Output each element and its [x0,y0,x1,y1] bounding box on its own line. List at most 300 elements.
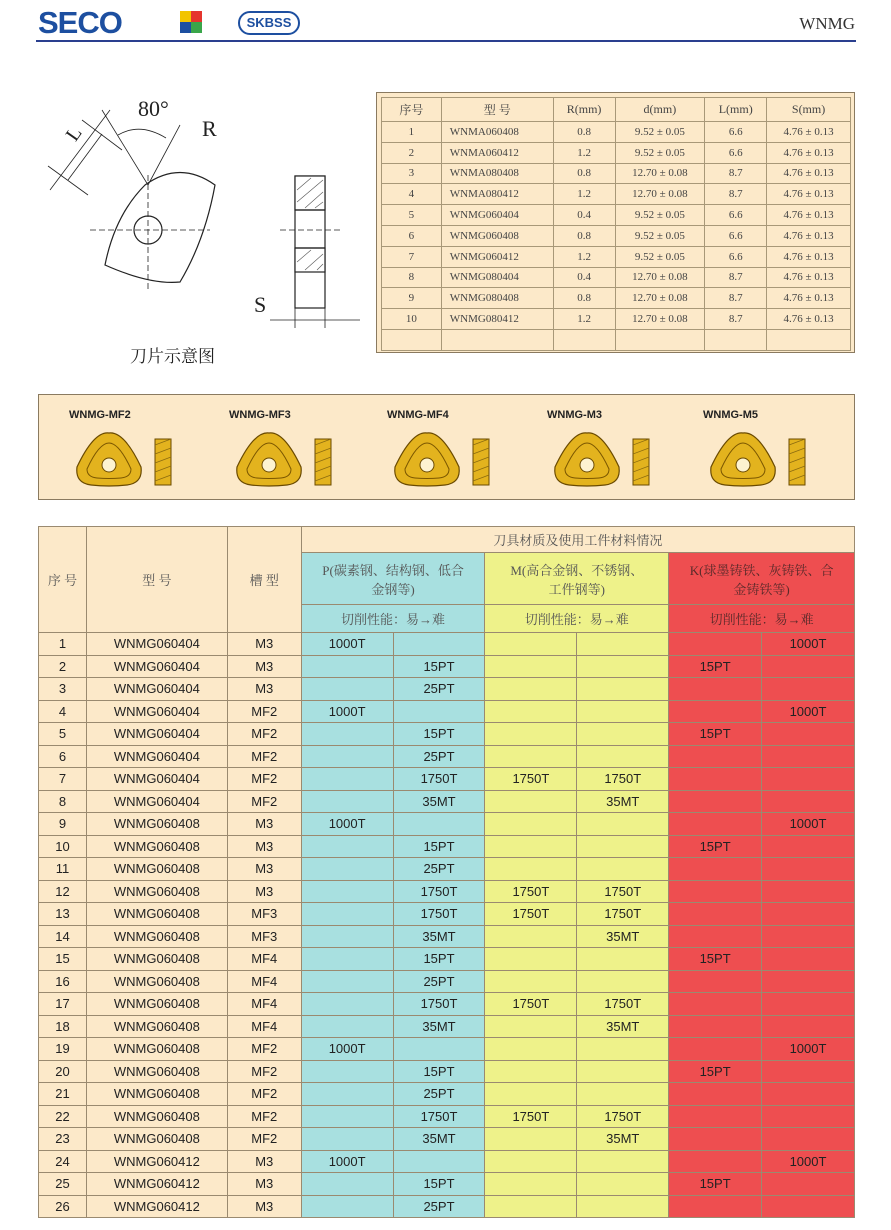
grade-p1-cell [301,1173,393,1196]
insert-item [547,405,697,495]
grade-m1-cell [485,655,577,678]
grade-p1-cell [301,745,393,768]
insert-item [69,405,219,495]
grade-group-title: 刀具材质及使用工件材料情况 [301,527,854,553]
grade-k1-cell [669,700,762,723]
spec-cell: 5 [382,205,442,226]
grade-p1-cell [301,1060,393,1083]
spec-cell: 0.4 [553,267,615,288]
spec-table [381,97,851,351]
groove-cell: MF3 [227,903,301,926]
grade-p1-cell [301,768,393,791]
spec-cell: WNMA080408 [441,163,553,184]
table-row [39,1195,855,1218]
grade-k2-cell [762,1060,855,1083]
spec-cell: 4.76 ± 0.13 [767,122,851,143]
page-code: WNMG [799,14,855,33]
insert-icon [69,425,199,495]
grade-m1-cell [485,858,577,881]
model-cell: WNMG060408 [86,858,227,881]
row-number: 24 [39,1150,87,1173]
table-row [39,880,855,903]
grade-m2-cell [577,858,669,881]
spec-cell: 12.70 ± 0.08 [615,309,705,330]
group-p-cut-label: 切削性能：易→难 [301,605,485,633]
grade-m2-cell [577,1195,669,1218]
spec-cell [553,329,615,350]
grade-k2-cell [762,790,855,813]
grade-m2-cell [577,813,669,836]
grade-m1-cell [485,948,577,971]
grade-k2-cell: 1000T [762,633,855,656]
insert-label: WNMG-M3 [547,409,602,421]
grade-m2-cell: 1750T [577,1105,669,1128]
spec-cell: 4.76 ± 0.13 [767,142,851,163]
grade-k2-cell [762,1105,855,1128]
table-row [39,1105,855,1128]
grade-m2-cell [577,1083,669,1106]
grade-k1-cell [669,1150,762,1173]
grade-k2-cell [762,745,855,768]
spec-cell [441,329,553,350]
row-number: 1 [39,633,87,656]
table-row [39,633,855,656]
grade-p2-cell: 25PT [393,678,485,701]
grade-m1-cell [485,745,577,768]
spec-cell: 0.8 [553,288,615,309]
grade-p1-cell: 1000T [301,633,393,656]
grade-m1-cell [485,678,577,701]
grade-p1-cell [301,835,393,858]
grade-m2-cell: 1750T [577,993,669,1016]
groove-cell: M3 [227,835,301,858]
grade-k1-cell [669,1128,762,1151]
grade-k1-cell [669,813,762,836]
grade-m2-cell: 35MT [577,790,669,813]
model-cell: WNMG060408 [86,1128,227,1151]
grade-m2-cell [577,970,669,993]
model-cell: WNMG060408 [86,880,227,903]
insert-icon [387,425,517,495]
grade-k1-cell [669,1105,762,1128]
grade-m2-cell [577,700,669,723]
grade-k2-cell [762,880,855,903]
grade-k2-cell [762,768,855,791]
spec-cell: 8.7 [705,309,767,330]
spec-cell: 12.70 ± 0.08 [615,184,705,205]
grade-m2-cell [577,835,669,858]
grade-p1-cell [301,1083,393,1106]
grade-m2-cell [577,1038,669,1061]
groove-cell: M3 [227,1195,301,1218]
spec-cell: WNMA060412 [441,142,553,163]
row-number: 13 [39,903,87,926]
grade-k1-cell [669,1038,762,1061]
spec-cell: WNMG080408 [441,288,553,309]
grade-m1-cell [485,1060,577,1083]
spec-cell: WNMG060408 [441,225,553,246]
grade-p2-cell: 35MT [393,790,485,813]
grade-k2-cell [762,993,855,1016]
grade-p2-cell [393,813,485,836]
grade-m1-cell: 1750T [485,993,577,1016]
spec-cell: 4.76 ± 0.13 [767,163,851,184]
grade-k1-cell [669,1015,762,1038]
grade-p2-cell: 35MT [393,925,485,948]
table-row [39,655,855,678]
grade-m2-cell: 1750T [577,768,669,791]
model-cell: WNMG060408 [86,1015,227,1038]
group-k-cut-label: 切削性能：易→难 [669,605,855,633]
spec-cell: 4.76 ± 0.13 [767,205,851,226]
model-cell: WNMG060404 [86,723,227,746]
insert-label: WNMG-M5 [703,409,758,421]
row-number: 10 [39,835,87,858]
spec-col-d: d(mm) [615,98,705,122]
row-number: 11 [39,858,87,881]
spec-cell: 1.2 [553,309,615,330]
model-cell: WNMG060408 [86,993,227,1016]
grade-p1-cell [301,1128,393,1151]
spec-cell: 0.8 [553,122,615,143]
table-row [382,309,851,330]
grade-p2-cell: 15PT [393,948,485,971]
model-cell: WNMG060408 [86,903,227,926]
grade-m2-cell: 35MT [577,1015,669,1038]
spec-cell [615,329,705,350]
spec-col-l: L(mm) [705,98,767,122]
grade-k2-cell [762,1173,855,1196]
spec-cell: 4 [382,184,442,205]
spec-table-panel [376,92,855,353]
table-row [39,993,855,1016]
row-number: 23 [39,1128,87,1151]
grade-k1-cell: 15PT [669,655,762,678]
grade-k2-cell [762,1015,855,1038]
spec-cell [705,329,767,350]
grade-p2-cell [393,700,485,723]
groove-cell: MF2 [227,745,301,768]
seco-logo: SECO [38,5,122,40]
model-cell: WNMG060408 [86,948,227,971]
s-label: S [254,292,267,317]
spec-cell: 8 [382,267,442,288]
spec-cell: 8.7 [705,288,767,309]
insert-diagram [30,90,370,370]
model-cell: WNMG060404 [86,768,227,791]
row-number: 19 [39,1038,87,1061]
grade-p1-cell [301,1195,393,1218]
model-cell: WNMG060408 [86,925,227,948]
spec-cell: 6.6 [705,225,767,246]
grade-m2-cell [577,1150,669,1173]
spec-cell: 9.52 ± 0.05 [615,122,705,143]
spec-cell: 6.6 [705,122,767,143]
grade-k1-cell: 15PT [669,723,762,746]
groove-cell: M3 [227,678,301,701]
groove-cell: MF2 [227,1083,301,1106]
grade-p2-cell [393,1038,485,1061]
grade-m1-cell: 1750T [485,903,577,926]
grade-m2-cell [577,633,669,656]
group-m-cut-label: 切削性能：易→难 [485,605,669,633]
group-k-header: K(球墨铸铁、灰铸铁、合金铸铁等) [669,553,855,605]
groove-cell: M3 [227,1150,301,1173]
table-row [39,723,855,746]
seco-flag-icon [180,11,202,33]
spec-cell: 9.52 ± 0.05 [615,205,705,226]
insert-icon [703,425,833,495]
model-cell: WNMG060404 [86,745,227,768]
spec-table-header [382,98,851,122]
grade-m1-cell: 1750T [485,768,577,791]
grade-col-model: 型 号 [86,527,227,633]
grade-p2-cell: 1750T [393,903,485,926]
grade-k2-cell [762,903,855,926]
row-number: 25 [39,1173,87,1196]
spec-cell: 9.52 ± 0.05 [615,142,705,163]
table-row [39,790,855,813]
spec-cell: 6.6 [705,205,767,226]
table-row [39,925,855,948]
groove-cell: M3 [227,1173,301,1196]
spec-col-s: S(mm) [767,98,851,122]
spec-cell: 0.8 [553,225,615,246]
table-row [39,745,855,768]
spec-cell: 0.8 [553,163,615,184]
model-cell: WNMG060408 [86,813,227,836]
table-row [39,1060,855,1083]
groove-cell: M3 [227,655,301,678]
diagram-caption: 刀片示意图 [130,347,215,367]
table-row [382,267,851,288]
grade-p1-cell [301,655,393,678]
table-row [39,1038,855,1061]
grade-m1-cell [485,925,577,948]
spec-cell: 2 [382,142,442,163]
groove-cell: MF4 [227,993,301,1016]
row-number: 15 [39,948,87,971]
spec-cell: 4.76 ± 0.13 [767,246,851,267]
grade-k2-cell [762,1195,855,1218]
row-number: 6 [39,745,87,768]
model-cell: WNMG060404 [86,655,227,678]
grade-k2-cell: 1000T [762,1150,855,1173]
row-number: 17 [39,993,87,1016]
row-number: 9 [39,813,87,836]
spec-cell: 6.6 [705,246,767,267]
grade-k2-cell [762,948,855,971]
grade-k1-cell [669,970,762,993]
grade-k1-cell [669,745,762,768]
grade-p1-cell [301,970,393,993]
grade-p2-cell: 25PT [393,745,485,768]
group-p-header: P(碳素钢、结构钢、低合金钢等) [301,553,485,605]
grade-p1-cell [301,880,393,903]
grade-p2-cell: 35MT [393,1128,485,1151]
grade-k2-cell [762,925,855,948]
spec-cell: 9.52 ± 0.05 [615,225,705,246]
insert-item [703,405,853,495]
insert-label: WNMG-MF3 [229,409,291,421]
grade-m2-cell: 35MT [577,925,669,948]
grade-k1-cell [669,633,762,656]
spec-cell: 4.76 ± 0.13 [767,267,851,288]
grade-p1-cell: 1000T [301,1038,393,1061]
grade-m1-cell [485,1173,577,1196]
model-cell: WNMG060404 [86,700,227,723]
row-number: 16 [39,970,87,993]
table-row [382,225,851,246]
header-divider [36,40,856,42]
model-cell: WNMG060404 [86,678,227,701]
row-number: 26 [39,1195,87,1218]
table-row [39,678,855,701]
row-number: 5 [39,723,87,746]
spec-cell: 4.76 ± 0.13 [767,184,851,205]
insert-gallery [38,394,855,500]
spec-col-model: 型 号 [441,98,553,122]
row-number: 21 [39,1083,87,1106]
grade-p1-cell [301,723,393,746]
grade-m2-cell [577,948,669,971]
grade-p2-cell: 1750T [393,880,485,903]
model-cell: WNMG060412 [86,1195,227,1218]
spec-cell: 3 [382,163,442,184]
spec-cell: 12.70 ± 0.08 [615,288,705,309]
spec-cell: 1.2 [553,142,615,163]
groove-cell: MF4 [227,970,301,993]
spec-cell: 10 [382,309,442,330]
table-row-empty [382,329,851,350]
grade-p2-cell: 25PT [393,1195,485,1218]
grade-k1-cell [669,1195,762,1218]
grade-m2-cell: 1750T [577,880,669,903]
model-cell: WNMG060404 [86,633,227,656]
spec-cell: WNMG080404 [441,267,553,288]
spec-cell: 0.4 [553,205,615,226]
table-row [39,970,855,993]
spec-cell: 1.2 [553,184,615,205]
table-row [39,948,855,971]
grade-k1-cell [669,1083,762,1106]
grade-k2-cell [762,655,855,678]
row-number: 12 [39,880,87,903]
grade-m2-cell: 35MT [577,1128,669,1151]
spec-cell: 1.2 [553,246,615,267]
grade-k2-cell [762,723,855,746]
spec-cell: WNMG060412 [441,246,553,267]
insert-icon [547,425,677,495]
spec-cell [382,329,442,350]
table-row [39,835,855,858]
angle-label: 80° [138,96,169,121]
table-row [382,288,851,309]
grade-k1-cell: 15PT [669,948,762,971]
spec-cell: 7 [382,246,442,267]
grade-table [38,526,855,1218]
grade-p1-cell [301,678,393,701]
group-m-header: M(高合金钢、不锈钢、工件钢等) [485,553,669,605]
groove-cell: MF2 [227,1105,301,1128]
grade-p2-cell: 1750T [393,993,485,1016]
table-row [39,903,855,926]
grade-m1-cell [485,970,577,993]
grade-p2-cell: 15PT [393,1060,485,1083]
grade-k2-cell: 1000T [762,700,855,723]
grade-m2-cell [577,723,669,746]
grade-k1-cell: 15PT [669,1173,762,1196]
groove-cell: M3 [227,858,301,881]
model-cell: WNMG060408 [86,1038,227,1061]
table-row [39,813,855,836]
grade-m1-cell: 1750T [485,1105,577,1128]
groove-cell: M3 [227,633,301,656]
grade-p2-cell: 15PT [393,1173,485,1196]
grade-m2-cell [577,678,669,701]
spec-cell: 6 [382,225,442,246]
table-row [39,1083,855,1106]
table-row [382,205,851,226]
grade-k2-cell [762,678,855,701]
grade-k2-cell: 1000T [762,1038,855,1061]
row-number: 3 [39,678,87,701]
grade-p1-cell [301,903,393,926]
page-header [0,0,891,42]
table-row [39,858,855,881]
grade-k1-cell: 15PT [669,1060,762,1083]
grade-k1-cell [669,768,762,791]
insert-item [229,405,379,495]
spec-cell: 12.70 ± 0.08 [615,267,705,288]
groove-cell: M3 [227,813,301,836]
grade-k1-cell [669,858,762,881]
grade-p2-cell: 25PT [393,1083,485,1106]
insert-icon [229,425,359,495]
insert-label: WNMG-MF4 [387,409,449,421]
groove-cell: MF2 [227,768,301,791]
grade-k2-cell [762,1083,855,1106]
grade-p2-cell: 25PT [393,858,485,881]
model-cell: WNMG060408 [86,835,227,858]
grade-p1-cell [301,1015,393,1038]
row-number: 20 [39,1060,87,1083]
grade-k2-cell [762,970,855,993]
spec-cell: 1 [382,122,442,143]
spec-cell: 6.6 [705,142,767,163]
table-row [39,1128,855,1151]
spec-cell: WNMA060408 [441,122,553,143]
groove-cell: MF3 [227,925,301,948]
table-row [39,1173,855,1196]
row-number: 18 [39,1015,87,1038]
spec-cell: 4.76 ± 0.13 [767,309,851,330]
grade-m1-cell [485,633,577,656]
table-row [39,768,855,791]
grade-m1-cell: 1750T [485,880,577,903]
grade-k2-cell [762,858,855,881]
grade-p1-cell: 1000T [301,700,393,723]
r-label: R [202,116,217,141]
grade-m1-cell [485,835,577,858]
spec-cell: 4.76 ± 0.13 [767,288,851,309]
insert-label: WNMG-MF2 [69,409,131,421]
row-number: 4 [39,700,87,723]
spec-cell: WNMG060404 [441,205,553,226]
spec-cell: 9 [382,288,442,309]
grade-m1-cell [485,813,577,836]
table-row [39,700,855,723]
